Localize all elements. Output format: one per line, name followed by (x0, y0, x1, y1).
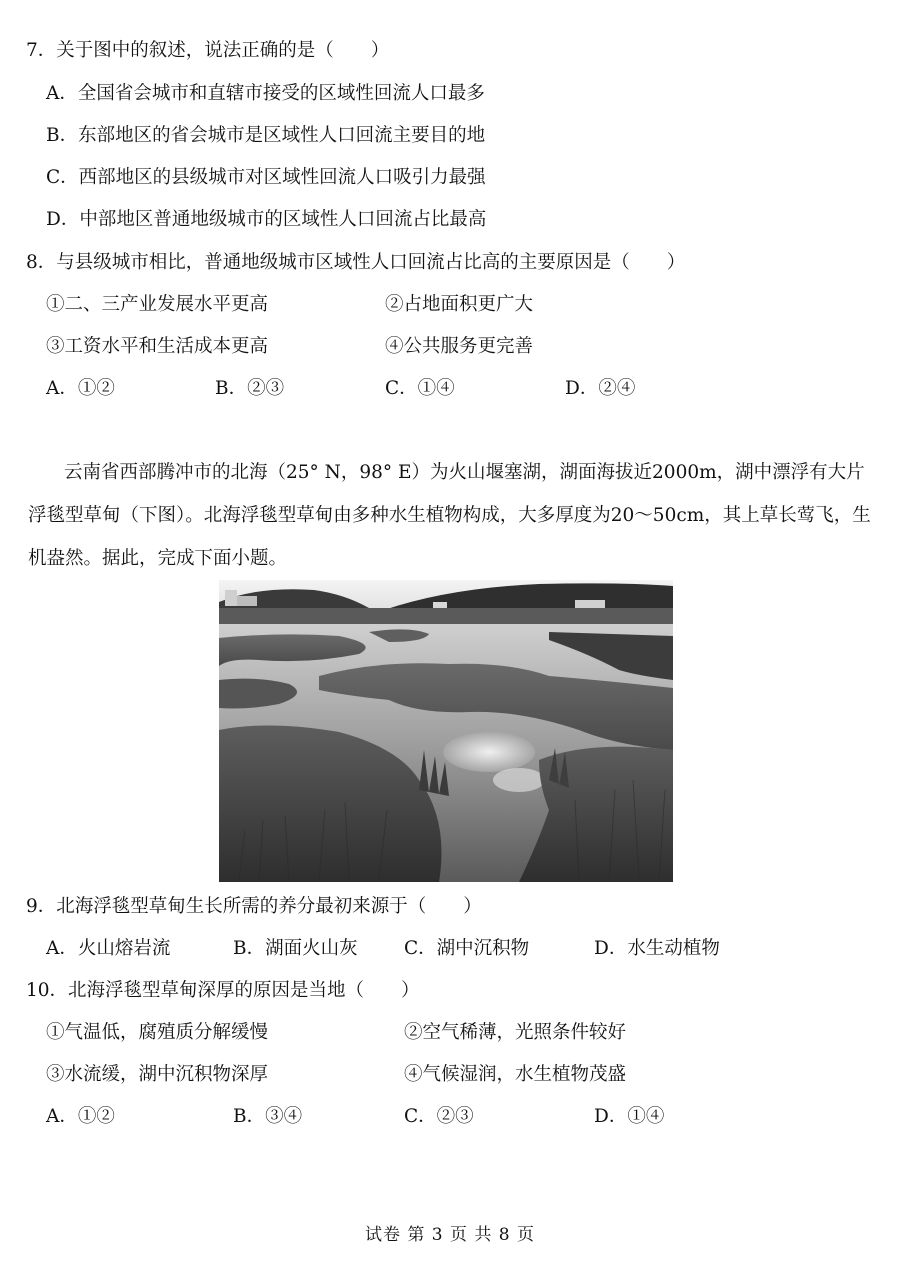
q10-item-3: ③水流缓，湖中沉积物深厚 (46, 1064, 269, 1085)
q10-choice-c: C．②③ (404, 1106, 474, 1127)
q8-choice-c: C．①④ (385, 378, 455, 399)
q8-item-1: ①二、三产业发展水平更高 (46, 294, 269, 315)
q8-choice-b: B．②③ (215, 378, 285, 399)
q10-stem: 10．北海浮毯型草甸深厚的原因是当地（ ） (26, 980, 420, 1001)
floating-meadow-photo (219, 580, 673, 882)
q10-item-2: ②空气稀薄，光照条件较好 (404, 1022, 627, 1043)
q9-choice-b: B．湖面火山灰 (233, 938, 358, 959)
passage (28, 451, 873, 580)
q10-choice-a: A．①② (46, 1106, 115, 1127)
q9-stem: 9．北海浮毯型草甸生长所需的养分最初来源于（ ） (26, 896, 482, 917)
q8-choice-a: A．①② (46, 378, 115, 399)
q8-item-2: ②占地面积更广大 (385, 294, 534, 315)
q8-item-3: ③工资水平和生活成本更高 (46, 336, 269, 357)
q10-choice-b: B．③④ (233, 1106, 303, 1127)
q9-choice-d: D．水生动植物 (594, 938, 720, 959)
q10-choice-d: D．①④ (594, 1106, 665, 1127)
q7-option-c: C．西部地区的县级城市对区域性回流人口吸引力最强 (46, 167, 486, 188)
q8-choice-d: D．②④ (565, 378, 636, 399)
passage-text: 云南省西部腾冲市的北海（25° N，98° E）为火山堰塞湖，湖面海拔近2000m，湖中漂浮有大片浮毯型草甸（下图）。北海浮毯型草甸由多种水生植物构成，大多厚度为20～50cm，其上草长莺飞，生机盎然。据此，完成下面小题。 (28, 462, 871, 569)
q9-choice-c: C．湖中沉积物 (404, 938, 530, 959)
q10-item-1: ①气温低，腐殖质分解缓慢 (46, 1022, 269, 1043)
page-footer: 试卷 第 3 页 共 8 页 (364, 1225, 536, 1245)
q8-item-4: ④公共服务更完善 (385, 336, 534, 357)
q8-stem: 8．与县级城市相比，普通地级城市区域性人口回流占比高的主要原因是（ ） (26, 252, 686, 273)
q9-choice-a: A．火山熔岩流 (46, 938, 171, 959)
q7-option-a: A．全国省会城市和直辖市接受的区域性回流人口最多 (46, 83, 485, 104)
q7-stem: 7．关于图中的叙述，说法正确的是（ ） (26, 40, 390, 61)
q10-item-4: ④气候湿润，水生植物茂盛 (404, 1064, 627, 1085)
q7-option-b: B．东部地区的省会城市是区域性人口回流主要目的地 (46, 125, 486, 146)
q7-option-d: D．中部地区普通地级城市的区域性人口回流占比最高 (46, 209, 487, 230)
